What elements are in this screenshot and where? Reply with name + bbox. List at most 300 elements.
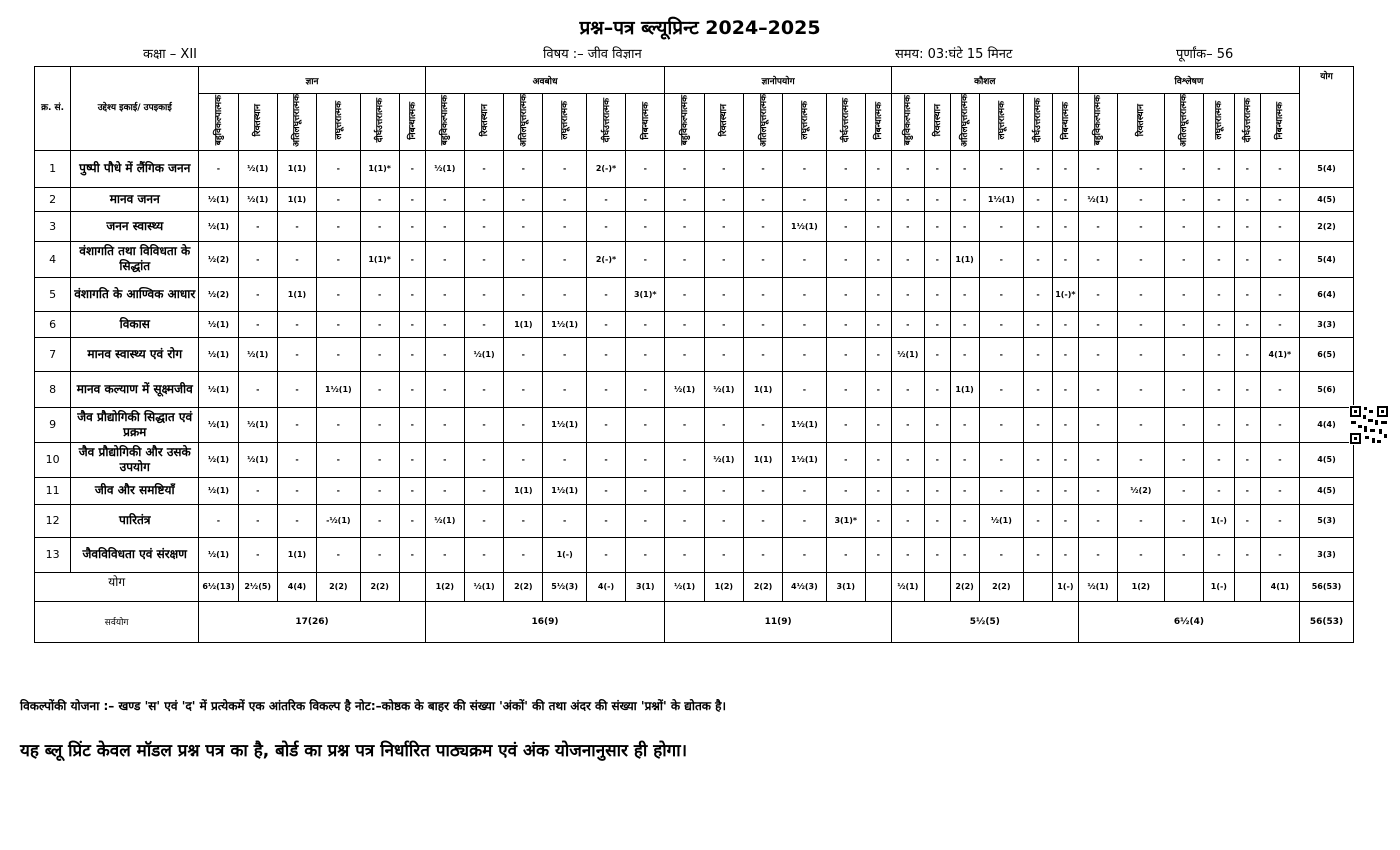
marks-cell: - xyxy=(924,442,950,477)
marks-cell: - xyxy=(1234,150,1260,187)
marks-cell: - xyxy=(891,477,924,504)
marks-cell: - xyxy=(586,311,625,337)
totals-cell: 4½(3) xyxy=(783,572,826,601)
marks-cell: - xyxy=(238,371,277,407)
question-type-header xyxy=(665,94,704,151)
marks-cell: - xyxy=(950,504,979,537)
marks-cell: - xyxy=(665,277,704,311)
marks-cell: - xyxy=(1260,371,1299,407)
marks-cell: - xyxy=(1052,442,1078,477)
marks-cell: - xyxy=(865,187,891,211)
marks-cell: - xyxy=(1164,477,1203,504)
marks-cell: - xyxy=(543,187,586,211)
marks-cell: - xyxy=(704,537,743,572)
marks-cell: - xyxy=(704,211,743,241)
marks-cell: - xyxy=(979,371,1023,407)
marks-cell: - xyxy=(704,407,743,442)
question-type-label: लघूत्तरात्मक xyxy=(333,101,344,140)
row-serial-number: 5 xyxy=(35,277,71,311)
marks-cell: - xyxy=(950,442,979,477)
marks-cell: 1½(1) xyxy=(317,371,360,407)
totals-cell: 2(2) xyxy=(360,572,399,601)
marks-cell: - xyxy=(1118,211,1165,241)
marks-cell: - xyxy=(1078,337,1117,371)
marks-cell: - xyxy=(464,407,503,442)
row-total: 2(2) xyxy=(1300,211,1354,241)
table-row xyxy=(35,211,1354,241)
marks-cell: - xyxy=(425,277,464,311)
marks-cell: - xyxy=(317,211,360,241)
question-type-header xyxy=(1164,94,1203,151)
marks-cell: 1½(1) xyxy=(783,407,826,442)
marks-cell: - xyxy=(924,407,950,442)
marks-cell: ½(2) xyxy=(199,277,238,311)
question-type-header xyxy=(924,94,950,151)
marks-cell: - xyxy=(891,187,924,211)
marks-cell: - xyxy=(783,371,826,407)
marks-cell: - xyxy=(979,442,1023,477)
marks-cell: - xyxy=(1234,337,1260,371)
marks-cell: ½(2) xyxy=(199,241,238,277)
marks-cell: 2(-)* xyxy=(586,150,625,187)
marks-cell: - xyxy=(425,311,464,337)
marks-cell: - xyxy=(1234,241,1260,277)
marks-cell: - xyxy=(1164,277,1203,311)
question-type-label: रिक्तस्थान xyxy=(932,104,943,137)
marks-cell: - xyxy=(1234,187,1260,211)
marks-cell: - xyxy=(360,311,399,337)
totals-cell: 2(2) xyxy=(504,572,543,601)
marks-cell: - xyxy=(1024,337,1053,371)
marks-cell: - xyxy=(950,477,979,504)
marks-cell: - xyxy=(1234,311,1260,337)
marks-cell: - xyxy=(979,311,1023,337)
marks-cell: - xyxy=(277,311,316,337)
marks-cell: - xyxy=(277,407,316,442)
marks-cell: - xyxy=(1260,311,1299,337)
row-unit-name: जनन स्वास्थ्य xyxy=(71,211,199,241)
row-total: 3(3) xyxy=(1300,311,1354,337)
row-serial-number: 12 xyxy=(35,504,71,537)
qr-code xyxy=(1349,405,1389,445)
marks-cell: - xyxy=(586,407,625,442)
question-type-label: अतिलघूत्तरात्मक xyxy=(1179,94,1190,147)
totals-cell: ½(1) xyxy=(891,572,924,601)
marks-cell: - xyxy=(1234,504,1260,537)
marks-cell: - xyxy=(360,407,399,442)
marks-cell: - xyxy=(199,504,238,537)
marks-cell: - xyxy=(464,311,503,337)
marks-cell: - xyxy=(626,187,665,211)
marks-cell: - xyxy=(950,211,979,241)
marks-cell: - xyxy=(1164,407,1203,442)
objective-header: विश्लेषण xyxy=(1078,67,1299,94)
marks-cell: - xyxy=(425,371,464,407)
marks-cell: - xyxy=(238,477,277,504)
marks-cell: - xyxy=(950,337,979,371)
marks-cell: - xyxy=(826,371,865,407)
marks-cell: - xyxy=(743,277,782,311)
question-type-header xyxy=(586,94,625,151)
marks-cell: - xyxy=(1078,277,1117,311)
marks-cell: 1(1) xyxy=(950,371,979,407)
question-type-label: दीर्घउत्तरात्मक xyxy=(1242,98,1253,143)
grand-total-row xyxy=(35,601,1354,642)
marks-label: पूर्णांक– 56 xyxy=(1176,47,1234,62)
marks-cell: - xyxy=(743,241,782,277)
marks-cell: - xyxy=(586,537,625,572)
marks-cell: - xyxy=(1164,241,1203,277)
marks-cell: - xyxy=(826,337,865,371)
marks-cell: - xyxy=(865,311,891,337)
row-serial-number: 11 xyxy=(35,477,71,504)
marks-cell: - xyxy=(950,407,979,442)
marks-cell: - xyxy=(399,211,425,241)
totals-cell: 3(1) xyxy=(826,572,865,601)
totals-cell: 1(2) xyxy=(704,572,743,601)
marks-cell: - xyxy=(826,277,865,311)
totals-cell: 4(4) xyxy=(277,572,316,601)
marks-cell: - xyxy=(543,211,586,241)
marks-cell: - xyxy=(704,311,743,337)
marks-cell: - xyxy=(317,337,360,371)
marks-cell: - xyxy=(704,277,743,311)
question-type-header xyxy=(238,94,277,151)
question-type-label: रिक्तस्थान xyxy=(479,104,490,137)
question-type-header xyxy=(504,94,543,151)
marks-cell: - xyxy=(1052,311,1078,337)
marks-cell: - xyxy=(464,537,503,572)
marks-cell: - xyxy=(1078,150,1117,187)
marks-cell: - xyxy=(1118,311,1165,337)
row-serial-number: 4 xyxy=(35,241,71,277)
marks-cell: - xyxy=(891,442,924,477)
question-type-header xyxy=(783,94,826,151)
marks-cell: - xyxy=(1078,537,1117,572)
marks-cell: - xyxy=(1203,537,1234,572)
marks-cell: 1(1) xyxy=(950,241,979,277)
marks-cell: ½(1) xyxy=(199,311,238,337)
marks-cell: - xyxy=(924,150,950,187)
row-total: 5(6) xyxy=(1300,371,1354,407)
totals-cell: ½(1) xyxy=(464,572,503,601)
row-unit-name: मानव कल्याण में सूक्ष्मजीव xyxy=(71,371,199,407)
marks-cell: - xyxy=(399,337,425,371)
marks-cell: - xyxy=(783,337,826,371)
row-total: 4(5) xyxy=(1300,477,1354,504)
question-type-header xyxy=(865,94,891,151)
marks-cell: - xyxy=(504,211,543,241)
marks-cell: - xyxy=(586,187,625,211)
marks-cell: - xyxy=(238,211,277,241)
question-type-label: बहुविकल्पात्मक xyxy=(213,95,224,146)
marks-cell: - xyxy=(665,150,704,187)
table-row xyxy=(35,537,1354,572)
row-unit-name: मानव जनन xyxy=(71,187,199,211)
marks-cell: 1(1) xyxy=(743,442,782,477)
question-type-label: निबन्धात्मक xyxy=(640,101,651,140)
row-serial-number: 10 xyxy=(35,442,71,477)
question-type-label: रिक्तस्थान xyxy=(1136,104,1147,137)
totals-cell: 1(2) xyxy=(425,572,464,601)
marks-cell: - xyxy=(924,371,950,407)
marks-cell: - xyxy=(1024,371,1053,407)
marks-cell: - xyxy=(865,211,891,241)
marks-cell: - xyxy=(543,337,586,371)
marks-cell: - xyxy=(704,187,743,211)
totals-cell: 3(1) xyxy=(626,572,665,601)
totals-row xyxy=(35,572,1354,601)
row-total: 5(4) xyxy=(1300,241,1354,277)
marks-cell: - xyxy=(783,277,826,311)
marks-cell: - xyxy=(277,477,316,504)
marks-cell: - xyxy=(360,504,399,537)
marks-cell: 4(1)* xyxy=(1260,337,1299,371)
marks-cell: - xyxy=(1052,477,1078,504)
marks-cell: - xyxy=(399,504,425,537)
totals-cell: 1(-) xyxy=(1203,572,1234,601)
marks-cell: - xyxy=(504,150,543,187)
marks-cell: - xyxy=(891,537,924,572)
marks-cell: 1(1) xyxy=(504,477,543,504)
marks-cell: - xyxy=(1260,504,1299,537)
marks-cell: - xyxy=(1052,150,1078,187)
marks-cell: - xyxy=(586,371,625,407)
marks-cell: - xyxy=(826,537,865,572)
totals-cell xyxy=(865,572,891,601)
totals-cell xyxy=(1164,572,1203,601)
marks-cell: - xyxy=(743,537,782,572)
totals-cell: 2½(5) xyxy=(238,572,277,601)
marks-cell: - xyxy=(665,442,704,477)
question-type-label: अतिलघूत्तरात्मक xyxy=(518,94,529,147)
row-unit-name: जैवविविधता एवं संरक्षण xyxy=(71,537,199,572)
marks-cell: - xyxy=(1118,337,1165,371)
marks-cell: - xyxy=(425,442,464,477)
marks-cell: - xyxy=(586,337,625,371)
marks-cell: - xyxy=(924,504,950,537)
marks-cell: - xyxy=(1118,537,1165,572)
marks-cell: - xyxy=(360,537,399,572)
table-row xyxy=(35,150,1354,187)
totals-cell: ½(1) xyxy=(1078,572,1117,601)
marks-cell: - xyxy=(1052,187,1078,211)
marks-cell: - xyxy=(626,337,665,371)
marks-cell: ½(1) xyxy=(1078,187,1117,211)
question-type-header xyxy=(464,94,503,151)
marks-cell: - xyxy=(924,277,950,311)
marks-cell: - xyxy=(626,537,665,572)
marks-cell: - xyxy=(238,504,277,537)
question-type-label: लघूत्तरात्मक xyxy=(799,101,810,140)
marks-cell: - xyxy=(783,537,826,572)
row-unit-name: जैव प्रौद्योगिकी और उसके उपयोग xyxy=(71,442,199,477)
marks-cell: - xyxy=(891,371,924,407)
totals-cell: 2(2) xyxy=(743,572,782,601)
marks-cell: - xyxy=(360,277,399,311)
marks-cell: 1(-) xyxy=(543,537,586,572)
marks-cell: - xyxy=(1260,150,1299,187)
table-row xyxy=(35,241,1354,277)
marks-cell: - xyxy=(826,477,865,504)
marks-cell: 1(1) xyxy=(277,187,316,211)
question-type-header xyxy=(360,94,399,151)
marks-cell: - xyxy=(626,211,665,241)
marks-cell: ½(1) xyxy=(979,504,1023,537)
marks-cell: - xyxy=(238,241,277,277)
marks-cell: - xyxy=(399,277,425,311)
question-type-label: दीर्घउत्तरात्मक xyxy=(1033,98,1044,143)
marks-cell: - xyxy=(399,442,425,477)
question-type-header xyxy=(425,94,464,151)
table-row xyxy=(35,337,1354,371)
marks-cell: ½(1) xyxy=(238,187,277,211)
marks-cell: 1½(1) xyxy=(783,442,826,477)
marks-cell: - xyxy=(238,277,277,311)
marks-cell: - xyxy=(317,442,360,477)
marks-cell: - xyxy=(399,311,425,337)
row-serial-number: 8 xyxy=(35,371,71,407)
marks-cell: - xyxy=(950,187,979,211)
question-type-header xyxy=(543,94,586,151)
marks-cell: - xyxy=(504,337,543,371)
marks-cell: - xyxy=(504,442,543,477)
marks-cell: - xyxy=(1164,442,1203,477)
row-total: 3(3) xyxy=(1300,537,1354,572)
marks-cell: - xyxy=(1203,241,1234,277)
table-row xyxy=(35,187,1354,211)
marks-cell: - xyxy=(743,504,782,537)
marks-cell: - xyxy=(865,337,891,371)
marks-cell: - xyxy=(1203,371,1234,407)
marks-cell: - xyxy=(425,537,464,572)
question-type-header xyxy=(1024,94,1053,151)
marks-cell: - xyxy=(399,537,425,572)
question-type-header xyxy=(704,94,743,151)
marks-cell: - xyxy=(979,241,1023,277)
totals-cell: 4(-) xyxy=(586,572,625,601)
row-unit-name: मानव स्वास्थ्य एवं रोग xyxy=(71,337,199,371)
marks-cell: - xyxy=(665,477,704,504)
totals-cell: 2(2) xyxy=(979,572,1023,601)
totals-cell: 2(2) xyxy=(317,572,360,601)
totals-cell: 6½(13) xyxy=(199,572,238,601)
question-type-label: दीर्घउत्तरात्मक xyxy=(841,98,852,143)
totals-cell: ½(1) xyxy=(665,572,704,601)
marks-cell: - xyxy=(891,504,924,537)
marks-cell: - xyxy=(665,407,704,442)
marks-cell: - xyxy=(743,337,782,371)
marks-cell: - xyxy=(464,241,503,277)
marks-cell: - xyxy=(865,407,891,442)
marks-cell: - xyxy=(626,241,665,277)
marks-cell: - xyxy=(665,311,704,337)
marks-cell: - xyxy=(1203,337,1234,371)
row-total: 5(4) xyxy=(1300,150,1354,187)
row-serial-number: 2 xyxy=(35,187,71,211)
blueprint-table xyxy=(34,66,1354,643)
marks-cell: - xyxy=(665,211,704,241)
marks-cell: - xyxy=(1052,504,1078,537)
row-serial-number: 6 xyxy=(35,311,71,337)
marks-cell: - xyxy=(1078,504,1117,537)
subject-label: विषय :– जीव विज्ञान xyxy=(543,47,642,62)
marks-cell: - xyxy=(1078,477,1117,504)
marks-cell: 1(1)* xyxy=(360,150,399,187)
marks-cell: - xyxy=(1118,241,1165,277)
table-row xyxy=(35,442,1354,477)
question-type-label: लघूत्तरात्मक xyxy=(996,101,1007,140)
marks-cell: - xyxy=(865,442,891,477)
marks-cell: - xyxy=(317,477,360,504)
marks-cell: - xyxy=(1234,371,1260,407)
marks-cell: - xyxy=(399,477,425,504)
totals-cell: 4(1) xyxy=(1260,572,1299,601)
marks-cell: - xyxy=(1118,150,1165,187)
marks-cell: - xyxy=(360,187,399,211)
marks-cell: - xyxy=(1024,150,1053,187)
marks-cell: - xyxy=(1234,477,1260,504)
marks-cell: - xyxy=(1118,277,1165,311)
row-total: 4(5) xyxy=(1300,442,1354,477)
marks-cell: - xyxy=(924,477,950,504)
question-type-header xyxy=(950,94,979,151)
table-row xyxy=(35,407,1354,442)
marks-cell: ½(1) xyxy=(238,407,277,442)
marks-cell: ½(1) xyxy=(199,211,238,241)
marks-cell: 1(1) xyxy=(504,311,543,337)
grand-total-label: सर्वयोग xyxy=(35,601,199,642)
marks-cell: - xyxy=(1118,504,1165,537)
grand-total-value: 56(53) xyxy=(1300,601,1354,642)
totals-cell: 2(2) xyxy=(950,572,979,601)
marks-cell: - xyxy=(238,537,277,572)
marks-cell: - xyxy=(665,187,704,211)
marks-cell: - xyxy=(626,371,665,407)
marks-cell: - xyxy=(783,477,826,504)
table-row xyxy=(35,477,1354,504)
marks-cell: - xyxy=(543,150,586,187)
marks-cell: - xyxy=(1024,241,1053,277)
marks-cell: - xyxy=(543,442,586,477)
row-unit-name: विकास xyxy=(71,311,199,337)
question-type-header-row xyxy=(35,94,1354,151)
marks-cell: - xyxy=(626,477,665,504)
totals-cell: 5½(3) xyxy=(543,572,586,601)
marks-cell: - xyxy=(665,241,704,277)
marks-cell: 3(1)* xyxy=(826,504,865,537)
marks-cell: - xyxy=(743,187,782,211)
grand-total-group: 5½(5) xyxy=(891,601,1078,642)
serial-number-header: क्र. सं. xyxy=(35,67,71,151)
question-type-header xyxy=(317,94,360,151)
marks-cell: - xyxy=(317,241,360,277)
row-total: 6(4) xyxy=(1300,277,1354,311)
marks-cell: 1½(1) xyxy=(543,311,586,337)
marks-cell: - xyxy=(399,241,425,277)
question-type-label: अतिलघूत्तरात्मक xyxy=(960,94,971,147)
marks-cell: - xyxy=(626,407,665,442)
question-type-header xyxy=(979,94,1023,151)
marks-cell: - xyxy=(586,477,625,504)
marks-cell: - xyxy=(543,277,586,311)
marks-cell: - xyxy=(1203,311,1234,337)
row-serial-number: 7 xyxy=(35,337,71,371)
marks-cell: - xyxy=(1078,211,1117,241)
marks-cell: - xyxy=(1024,311,1053,337)
marks-cell: - xyxy=(979,477,1023,504)
marks-cell: ½(1) xyxy=(199,337,238,371)
